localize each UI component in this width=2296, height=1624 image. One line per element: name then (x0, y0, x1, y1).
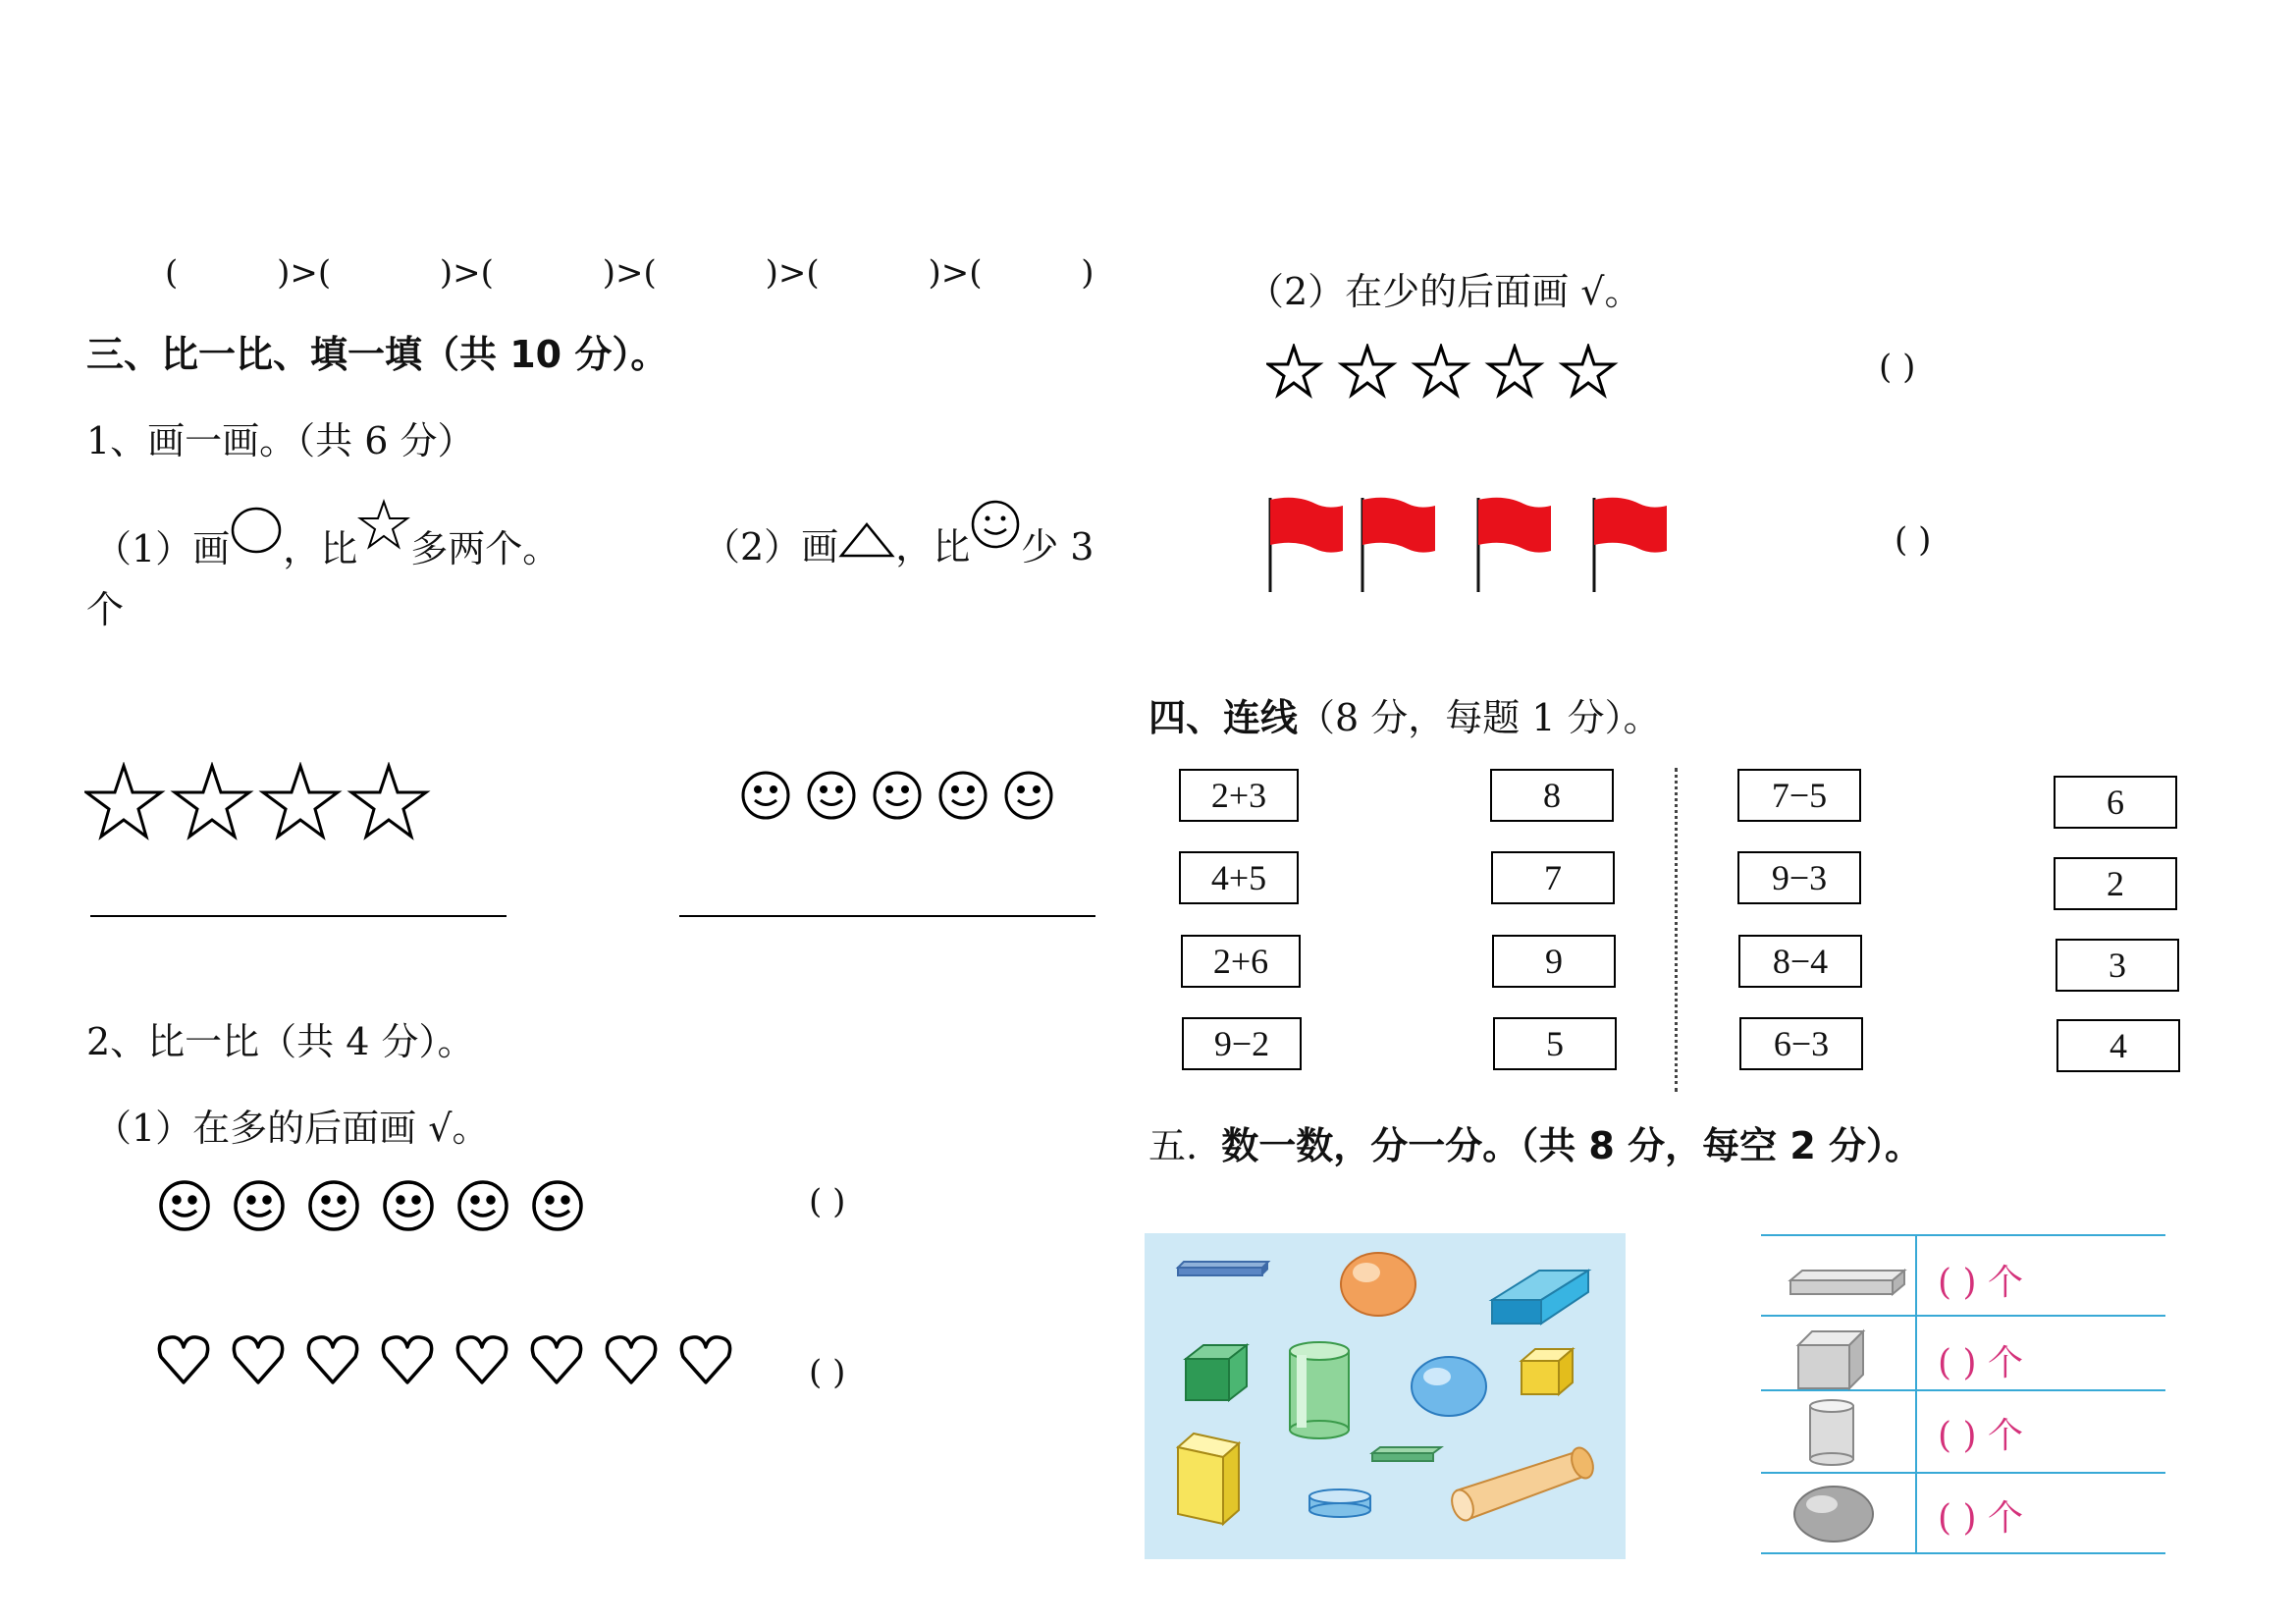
four-flags (1266, 496, 1679, 594)
section5-title-text: 数一数，分一分。（共 8 分，每空 2 分）。 (1221, 1124, 1922, 1167)
heart-icon (457, 1337, 506, 1382)
paren-2: )>( (277, 253, 332, 293)
heart-icon (607, 1337, 655, 1382)
section4-title-bold: 四、连线 (1148, 696, 1299, 739)
q2-p1: （1）在多的后面画 √。 (94, 1107, 490, 1150)
expr-box[interactable]: 4+5 (1179, 851, 1299, 904)
four-stars (84, 762, 434, 844)
section4-title (1148, 687, 1661, 741)
smiley-icon (534, 1182, 581, 1229)
q2-p2: （2）在少的后面画 √。 (1247, 270, 1642, 313)
answer-paren-flags[interactable]: ( ) (1895, 520, 1932, 560)
q1-p2-a: （2）画 (703, 525, 839, 568)
answer-paren-stars[interactable]: ( ) (1879, 348, 1916, 387)
cube-shape (1798, 1331, 1863, 1388)
tall-cuboid-shape (1178, 1434, 1239, 1524)
heart-icon (234, 1337, 282, 1382)
paren-1: ( (165, 253, 179, 293)
divider-dotted (1675, 768, 1678, 1092)
section3-title: 三、比一比、填一填（共 10 分）。 (86, 333, 668, 376)
number-box[interactable]: 9 (1492, 935, 1616, 988)
expr-box[interactable]: 2+6 (1181, 935, 1301, 988)
answer-line-1[interactable] (90, 915, 507, 917)
circle-icon (230, 505, 283, 556)
smiley-icon (310, 1182, 357, 1229)
expr-box[interactable]: 9−2 (1182, 1017, 1302, 1070)
paren-4: )>( (602, 253, 657, 293)
q1-p1-a: （1）画 (94, 527, 231, 570)
answer-paren-hearts[interactable]: ( ) (809, 1353, 846, 1392)
smiley-icon (875, 773, 920, 818)
sphere-shape (1412, 1357, 1486, 1416)
flag-icon (1478, 498, 1551, 592)
expr-box[interactable]: 2+3 (1179, 769, 1299, 822)
cylinder-shape (1810, 1400, 1853, 1465)
star-icon (86, 766, 161, 837)
flat-cuboid-shape (1178, 1262, 1268, 1275)
count-row-2[interactable]: ( ) 个 (1938, 1343, 2023, 1383)
shapes-picture (1145, 1233, 1626, 1559)
star-icon (175, 766, 249, 837)
count-row-1[interactable]: ( ) 个 (1938, 1263, 2023, 1303)
flag-icon (1362, 498, 1435, 592)
answer-line-2[interactable] (679, 915, 1095, 917)
number-box[interactable]: 5 (1493, 1017, 1617, 1070)
paren-3: )>( (439, 253, 494, 293)
smiley-icon (940, 773, 986, 818)
q1-p2-c: 少 3 (1021, 525, 1095, 568)
q2-title: 2、比一比（共 4 分）。 (86, 1020, 475, 1063)
cube-shape (1186, 1345, 1247, 1400)
smiley-icon (161, 1182, 208, 1229)
flat-cuboid-shape (1372, 1447, 1441, 1461)
heart-icon (159, 1337, 207, 1382)
expr-box[interactable]: 7−5 (1737, 769, 1861, 822)
paren-5: )>( (765, 253, 820, 293)
smiley-icon (385, 1182, 432, 1229)
count-row-4[interactable]: ( ) 个 (1938, 1498, 2023, 1539)
q1-p1-c: 多两个。 (410, 527, 561, 570)
triangle-icon (838, 520, 895, 560)
five-stars (1266, 344, 1639, 401)
smiley-icon (809, 773, 854, 818)
q1-p2-b: ，比 (895, 525, 971, 568)
section5-prefix: 五. (1148, 1124, 1199, 1167)
cube-shape (1522, 1349, 1573, 1394)
count-table (1761, 1233, 2165, 1567)
q1-p2-d: 个 (86, 588, 125, 631)
number-box[interactable]: 2 (2054, 857, 2177, 910)
number-box[interactable]: 7 (1491, 851, 1615, 904)
smiley-icon (970, 499, 1021, 550)
star-icon (1342, 347, 1393, 395)
smiley-icon (743, 773, 788, 818)
star-icon (1489, 347, 1540, 395)
flag-icon (1270, 498, 1343, 592)
sphere-shape (1341, 1253, 1415, 1316)
q1-part1 (94, 499, 560, 572)
heart-icon (681, 1337, 729, 1382)
flat-cuboid-shape (1790, 1271, 1904, 1294)
star-icon (351, 766, 426, 837)
expr-box[interactable]: 8−4 (1738, 935, 1862, 988)
count-row-3[interactable]: ( ) 个 (1938, 1416, 2023, 1456)
expr-box[interactable]: 6−3 (1739, 1017, 1863, 1070)
heart-icon (383, 1337, 431, 1382)
q1-p1-b: ，比 (283, 527, 358, 570)
number-box[interactable]: 3 (2056, 939, 2179, 992)
paren-6: )>( (928, 253, 983, 293)
heart-icon (532, 1337, 580, 1382)
heart-icon (308, 1337, 356, 1382)
number-box[interactable]: 8 (1490, 769, 1614, 822)
cylinder-shape (1309, 1489, 1370, 1517)
smiley-icon (459, 1182, 507, 1229)
eight-hearts (157, 1333, 736, 1388)
answer-paren-smileys[interactable]: ( ) (809, 1182, 846, 1221)
smiley-icon (1006, 773, 1051, 818)
star-icon (1268, 347, 1319, 395)
expr-box[interactable]: 9−3 (1737, 851, 1861, 904)
section4-title-rest: （8 分，每题 1 分）。 (1298, 696, 1661, 739)
star-icon (263, 766, 338, 837)
compare-row (165, 253, 1095, 293)
five-smileys (740, 768, 1064, 823)
q1-title: 1、画一画。（共 6 分） (86, 419, 475, 462)
star-icon (357, 499, 410, 552)
number-box[interactable]: 4 (2056, 1019, 2180, 1072)
paren-7: ) (1081, 253, 1095, 293)
section5-title (1148, 1115, 1922, 1169)
star-icon (1415, 347, 1467, 395)
cylinder-shape (1290, 1342, 1349, 1438)
star-icon (1563, 347, 1614, 395)
number-box[interactable]: 6 (2054, 776, 2177, 829)
sphere-shape (1794, 1487, 1873, 1542)
q1-part2 (703, 499, 1094, 570)
six-smileys (157, 1178, 589, 1233)
smiley-icon (236, 1182, 283, 1229)
flag-icon (1594, 498, 1667, 592)
